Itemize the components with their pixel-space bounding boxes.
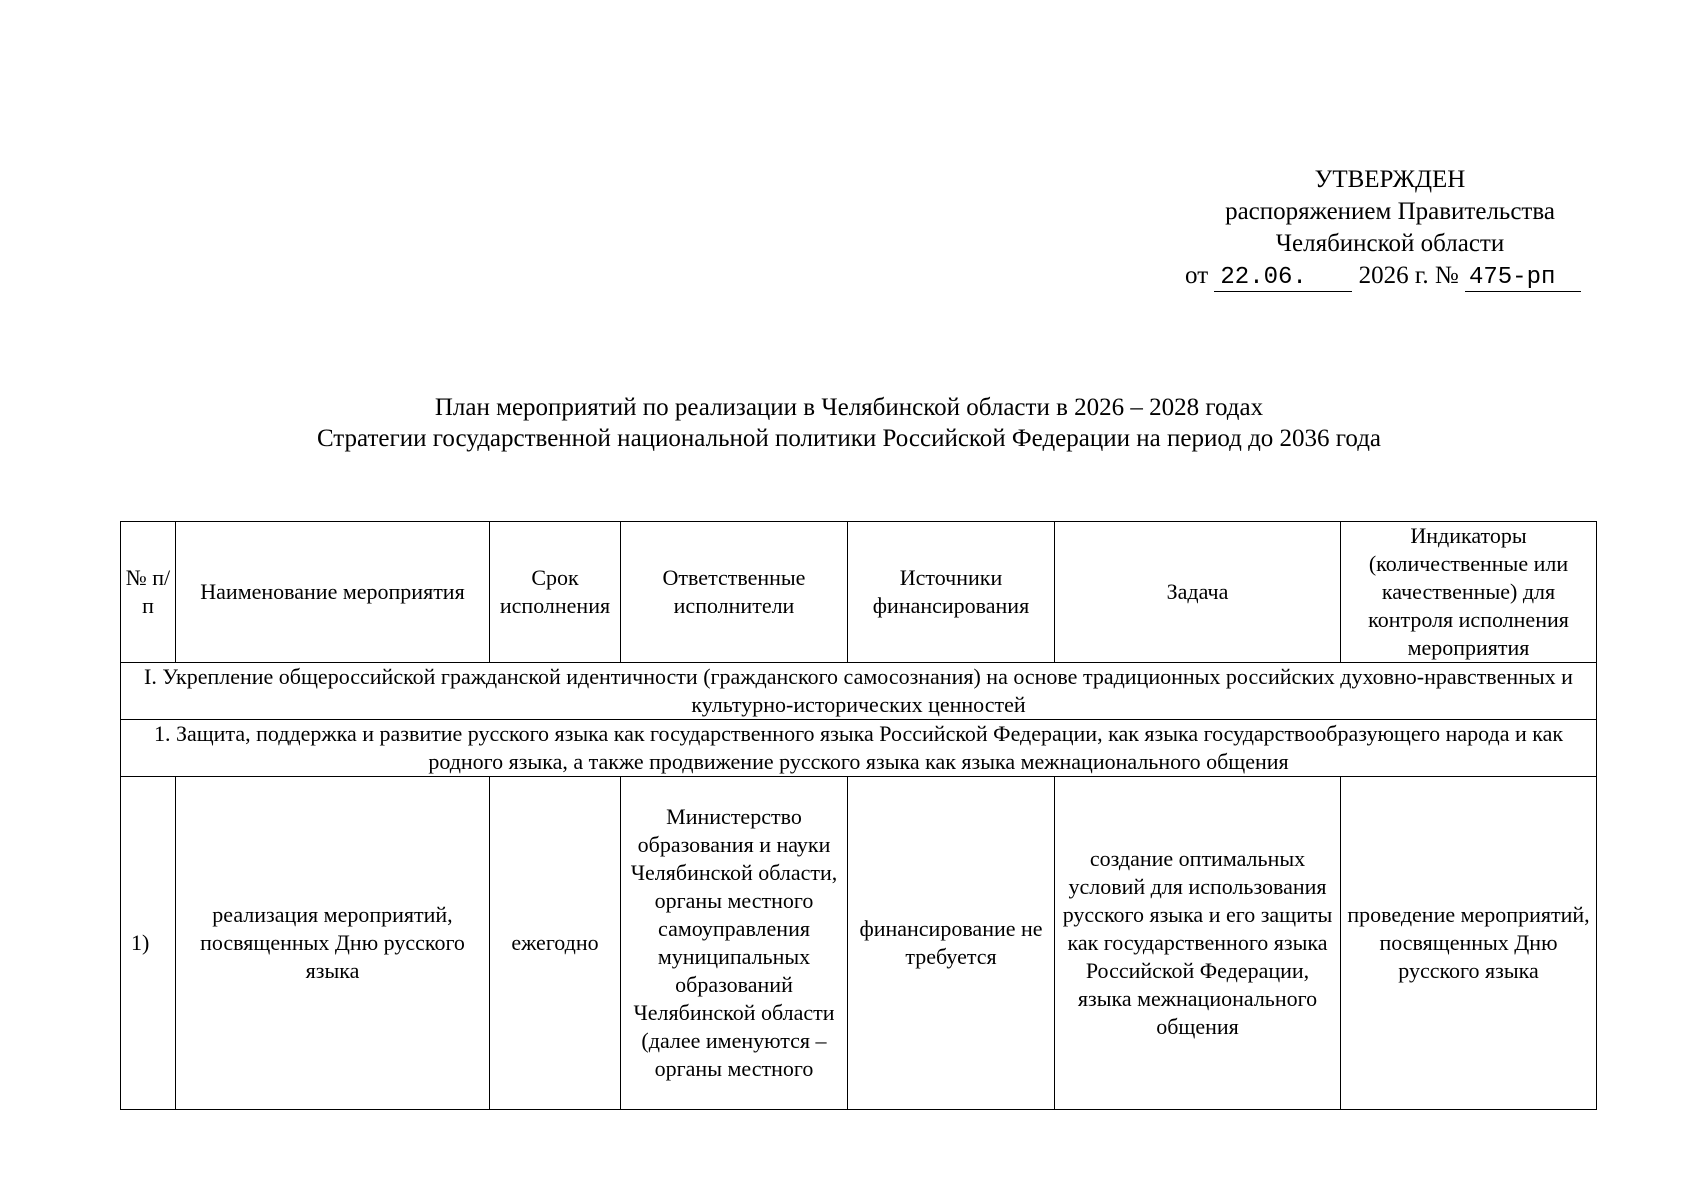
row-name: реализация мероприятий, посвященных Дню русского языка [176, 777, 490, 1110]
header-num: № п/п [121, 522, 176, 663]
header-name: Наименование мероприятия [176, 522, 490, 663]
subsection-title: 1. Защита, поддержка и развитие русского языка как государственного языка Российской Федерации, как языка государствообразующего народа и как родного языка, а также продвижение русского языка как языка межнационального общения [121, 720, 1597, 777]
row-indicators: проведение мероприятий, посвященных Дню русского языка [1341, 777, 1597, 1110]
subsection-row [121, 720, 1597, 777]
row-num: 1) [121, 777, 176, 1110]
header-indicators: Индикаторы (количественные или качественные) для контроля исполнения мероприятия [1341, 522, 1597, 663]
plan-table [120, 521, 1597, 1110]
table-row [121, 777, 1597, 1110]
header-executors: Ответственные исполнители [621, 522, 848, 663]
row-task: создание оптимальных условий для использования русского языка и его защиты как государственного языка Российской Федерации, языка межнационального общения [1055, 777, 1341, 1110]
row-funding: финансирование не требуется [848, 777, 1055, 1110]
approval-line-2: Челябинской области [1275, 230, 1505, 257]
approval-date-line [1176, 260, 1590, 292]
title-line-1: План мероприятий по реализации в Челябинской области в 2026 – 2028 годах [434, 394, 1264, 421]
header-deadline: Срок исполнения [490, 522, 621, 663]
header-funding: Источники финансирования [848, 522, 1055, 663]
header-task: Задача [1055, 522, 1341, 663]
document-title [0, 392, 1698, 454]
table-header-row [121, 522, 1597, 663]
year-text: 2026 г. № [1358, 262, 1459, 289]
approval-heading: УТВЕРЖДЕН [1314, 166, 1466, 193]
approval-block [1185, 164, 1590, 292]
row-deadline: ежегодно [490, 777, 621, 1110]
section-row [121, 663, 1597, 720]
order-number: 475-рп [1465, 265, 1581, 292]
approval-line-1: распоряжением Правительства [1225, 198, 1555, 225]
row-executors: Министерство образования и науки Челябинской области, органы местного самоуправления муниципальных образований Челябинской области (далее именуются – органы местного [621, 777, 848, 1110]
section-title: I. Укрепление общероссийской гражданской идентичности (гражданского самосознания) на основе традиционных российских духовно-нравственных и культурно-исторических ценностей [121, 663, 1597, 720]
title-line-2: Стратегии государственной национальной политики Российской Федерации на период до 2036 года [316, 425, 1382, 452]
date-prefix: от [1185, 262, 1209, 289]
date-value: 22.06. [1214, 265, 1352, 292]
